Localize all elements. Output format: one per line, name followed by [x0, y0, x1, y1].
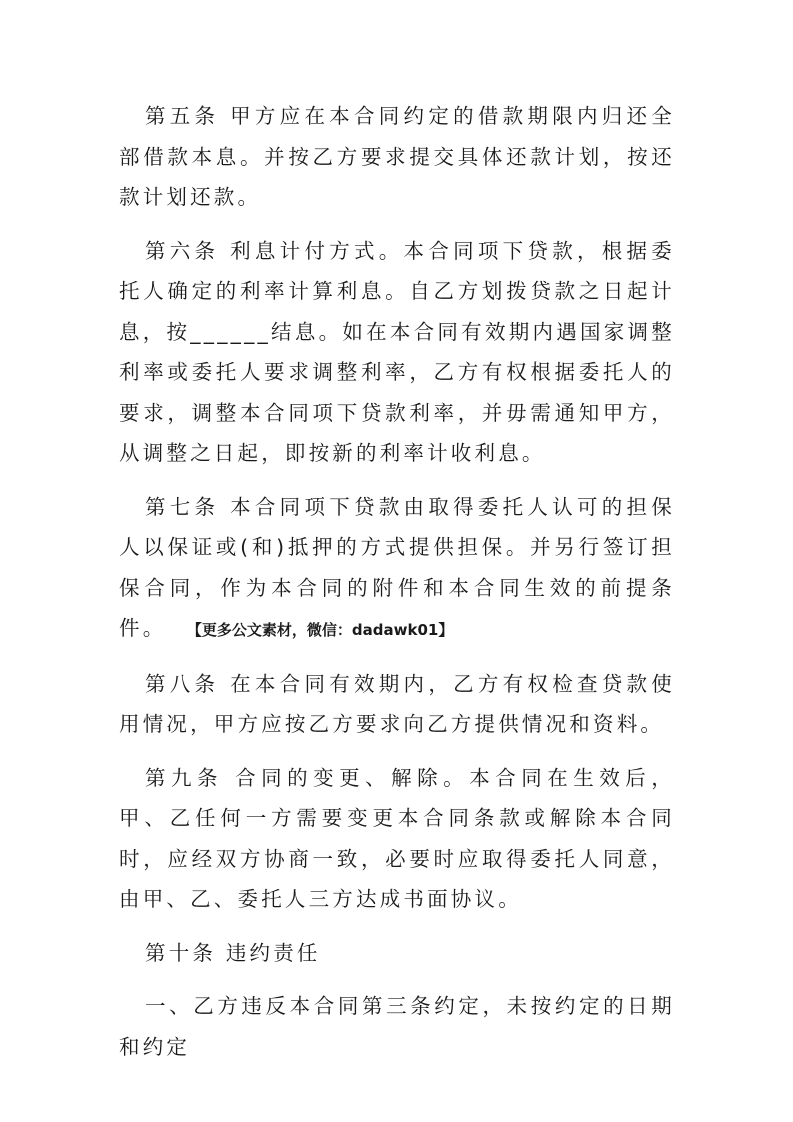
article-5-paragraph [119, 96, 675, 218]
clause-1-text: 一、乙方违反本合同第三条约定，未按约定的日期和约定 [119, 994, 675, 1059]
article-9-paragraph [119, 758, 675, 920]
clause-1-paragraph [119, 986, 675, 1067]
article-10-text: 第十条 违约责任 [145, 940, 321, 965]
article-9-text: 第九条 合同的变更、解除。本合同在生效后，甲、乙任何一方需要变更本合同条款或解除本合同时，应经双方协商一致，必要时应取得委托人同意，由甲、乙、委托人三方达成书面协议。 [119, 765, 675, 911]
article-6-paragraph [119, 231, 675, 474]
article-5-text: 第五条 甲方应在本合同约定的借款期限内归还全部借款本息。并按乙方要求提交具体还款计划，按还款计划还款。 [119, 104, 675, 209]
article-7-paragraph [119, 487, 675, 651]
promo-note: 【更多公文素材，微信：dadawk01】 [194, 621, 454, 639]
document-body [119, 96, 675, 1080]
article-8-paragraph [119, 664, 675, 745]
article-10-heading [119, 933, 675, 974]
article-7-text: 第七条 本合同项下贷款由取得委托人认可的担保人以保证或(和)抵押的方式提供担保。并另行签订担保合同，作为本合同的附件和本合同生效的前提条件。 [119, 494, 675, 640]
article-8-text: 第八条 在本合同有效期内，乙方有权检查贷款使用情况，甲方应按乙方要求向乙方提供情况和资料。 [119, 671, 675, 736]
article-6-text: 第六条 利息计付方式。本合同项下贷款，根据委托人确定的利率计算利息。自乙方划拨贷款之日起计息，按______结息。如在本合同有效期内遇国家调整利率或委托人要求调整利率，乙方有权根据委托人的要求，调整本合同项下贷款利率，并毋需通知甲方，从调整之日起，即按新的利率计收利息。 [119, 238, 675, 465]
